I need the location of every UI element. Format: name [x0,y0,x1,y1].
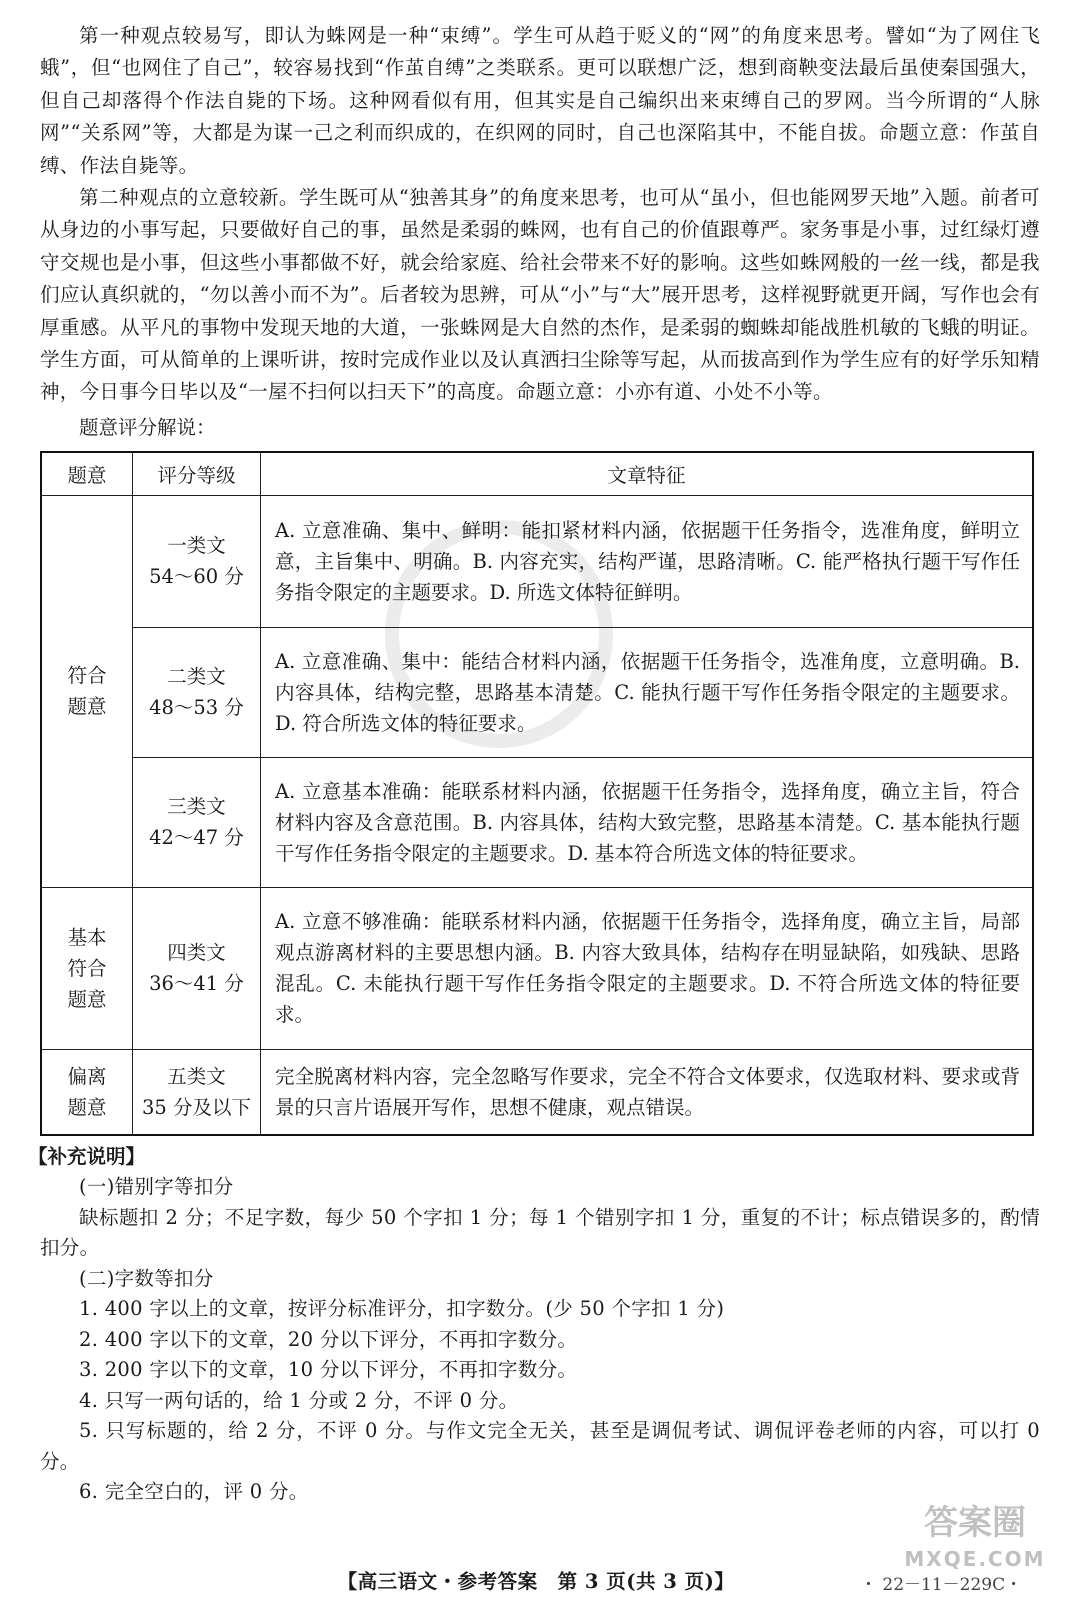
corner-logo [900,1505,1050,1575]
category-label: 符合题意 [67,664,107,719]
features-cell: A. 立意准确、集中：能结合材料内涵，依据题干任务指令，选准角度，立意明确。B. 内容具体，结构完整，思路基本清楚。C. 能执行题干写作任务指令限定的主题要求。D. 符合所选文体的特征要求。 [261,627,1034,757]
category-label: 偏离题意 [67,1065,107,1120]
list-item: 6. 完全空白的，评 0 分。 [79,1480,309,1504]
list-item: 3. 200 字以下的文章，10 分以下评分，不再扣字数分。 [79,1358,578,1382]
list-item: 2. 400 字以下的文章，20 分以下评分，不再扣字数分。 [79,1327,578,1351]
table-header-row [41,452,1033,496]
category-label: 基本符合题意 [67,925,107,1011]
list-item: 1. 400 字以上的文章，按评分标准评分，扣字数分。(少 50 个字扣 1 分) [79,1297,725,1321]
level-score: 48～53 分 [149,696,244,720]
paragraph-view-two: 第二种观点的立意较新。学生既可从“独善其身”的角度来思考，也可从“虽小，但也能网罗天地”入题。前者可从身边的小事写起，只要做好自己的事，虽然是柔弱的蛛网，也有自己的价值跟尊严。家务事是小事，过红绿灯遵守交规也是小事，但这些小事都做不好，就会给家庭、给社会带来不好的影响。这些如蛛网般的一丝一线，都是我们应认真织就的，“勿以善小而不为”。后者较为思辨，可从“小”与“大”展开思考，这样视野就更开阔，写作也会有厚重感。从平凡的事物中发现天地的大道，一张蛛网是大自然的杰作，是柔弱的蜘蛛却能战胜机敏的飞蛾的明证。学生方面，可从简单的上课听讲，按时完成作业以及认真洒扫尘除等写起，从而拔高到作为学生应有的好学乐知精神，今日事今日毕以及“一屋不扫何以扫天下”的高度。命题立意：小亦有道、小处不小等。 [40,186,1040,404]
level-name: 一类文 [167,534,226,558]
supplement-section1-title: (一)错别字等扣分 [79,1175,234,1199]
level-name: 四类文 [167,941,226,965]
list-item: 4. 只写一两句话的，给 1 分或 2 分，不评 0 分。 [79,1388,519,1412]
level-name: 二类文 [167,665,226,689]
supplement-title: 【补充说明】 [28,1145,146,1169]
level-name: 五类文 [167,1065,226,1089]
document-page [28,20,1040,1508]
features-cell: A. 立意准确、集中、鲜明：能扣紧材料内涵，依据题干任务指令，选准角度，鲜明立意，主旨集中、明确。B. 内容充实，结构严谨，思路清晰。C. 能严格执行题干写作任务指令限定的主题要求。D. 所选文体特征鲜明。 [261,495,1034,627]
table-caption: 题意评分解说： [79,415,216,439]
supplement-section1-text: 缺标题扣 2 分；不足字数，每少 50 个字扣 1 分；每 1 个错别字扣 1 分，重复的不计；标点错误多的，酌情扣分。 [40,1205,1040,1260]
level-name: 三类文 [167,795,226,819]
category-cell [41,1049,133,1135]
level-score: 35 分及以下 [141,1096,251,1120]
table-row [41,1049,1033,1135]
paragraph-view-one: 第一种观点较易写，即认为蛛网是一种“束缚”。学生可从趋于贬义的“网”的角度来思考。譬如“为了网住飞蛾”，但“也网住了自己”，较容易找到“作茧自缚”之类联系。更可以联想广泛，想到商鞅变法最后虽使秦国强大，但自己却落得个作法自毙的下场。这种网看似有用，但其实是自己编织出来束缚自己的罗网。当今所谓的“人脉网”“关系网”等，大都是为谋一己之利而织成的，在织网的同时，自己也深陷其中，不能自拔。命题立意：作茧自缚、作法自毙等。 [40,24,1040,177]
category-cell [41,887,133,1049]
header-level: 评分等级 [133,452,261,496]
level-score: 54～60 分 [149,565,244,589]
page-code: ・ 22－11－229C・ [860,1575,1023,1595]
category-cell [41,495,133,887]
features-cell: 完全脱离材料内容，完全忽略写作要求，完全不符合文体要求，仅选取材料、要求或背景的只言片语展开写作，思想不健康，观点错误。 [261,1049,1034,1135]
features-cell: A. 立意不够准确：能联系材料内涵，依据题干任务指令，选择角度，确立主旨，局部观点游离材料的主要思想内涵。B. 内容大致具体，结构存在明显缺陷，如残缺、思路混乱。C. 未能执行题干写作任务指令限定的主题要求。D. 不符合所选文体的特征要求。 [261,887,1034,1049]
header-features: 文章特征 [261,452,1034,496]
table-row [41,887,1033,1049]
header-category: 题意 [41,452,133,496]
supplement-section2-title: (二)字数等扣分 [79,1266,214,1290]
grading-table [40,451,1034,1137]
level-cell [133,495,261,627]
list-item: 5. 只写标题的，给 2 分，不评 0 分。与作文完全无关，甚至是调侃考试、调侃评卷老师的内容，可以打 0 分。 [40,1419,1040,1473]
table-row [41,757,1033,887]
table-row [41,627,1033,757]
level-cell [133,887,261,1049]
level-score: 36～41 分 [149,972,244,996]
corner-logo-line1: 答案圈 [924,1503,1026,1543]
page-footer: 【高三语文・参考答案 第 3 页(共 3 页)】 [337,1570,735,1593]
level-cell [133,1049,261,1135]
level-cell [133,757,261,887]
features-cell: A. 立意基本准确：能联系材料内涵，依据题干任务指令，选择角度，确立主旨，符合材料内容及含意范围。B. 内容具体，结构大致完整，思路基本清楚。C. 基本能执行题干写作任务指令限定的主题要求。D. 基本符合所选文体的特征要求。 [261,757,1034,887]
corner-logo-line2: MXQE.COM [904,1547,1046,1571]
table-row [41,495,1033,627]
level-score: 42～47 分 [149,826,244,850]
level-cell [133,627,261,757]
